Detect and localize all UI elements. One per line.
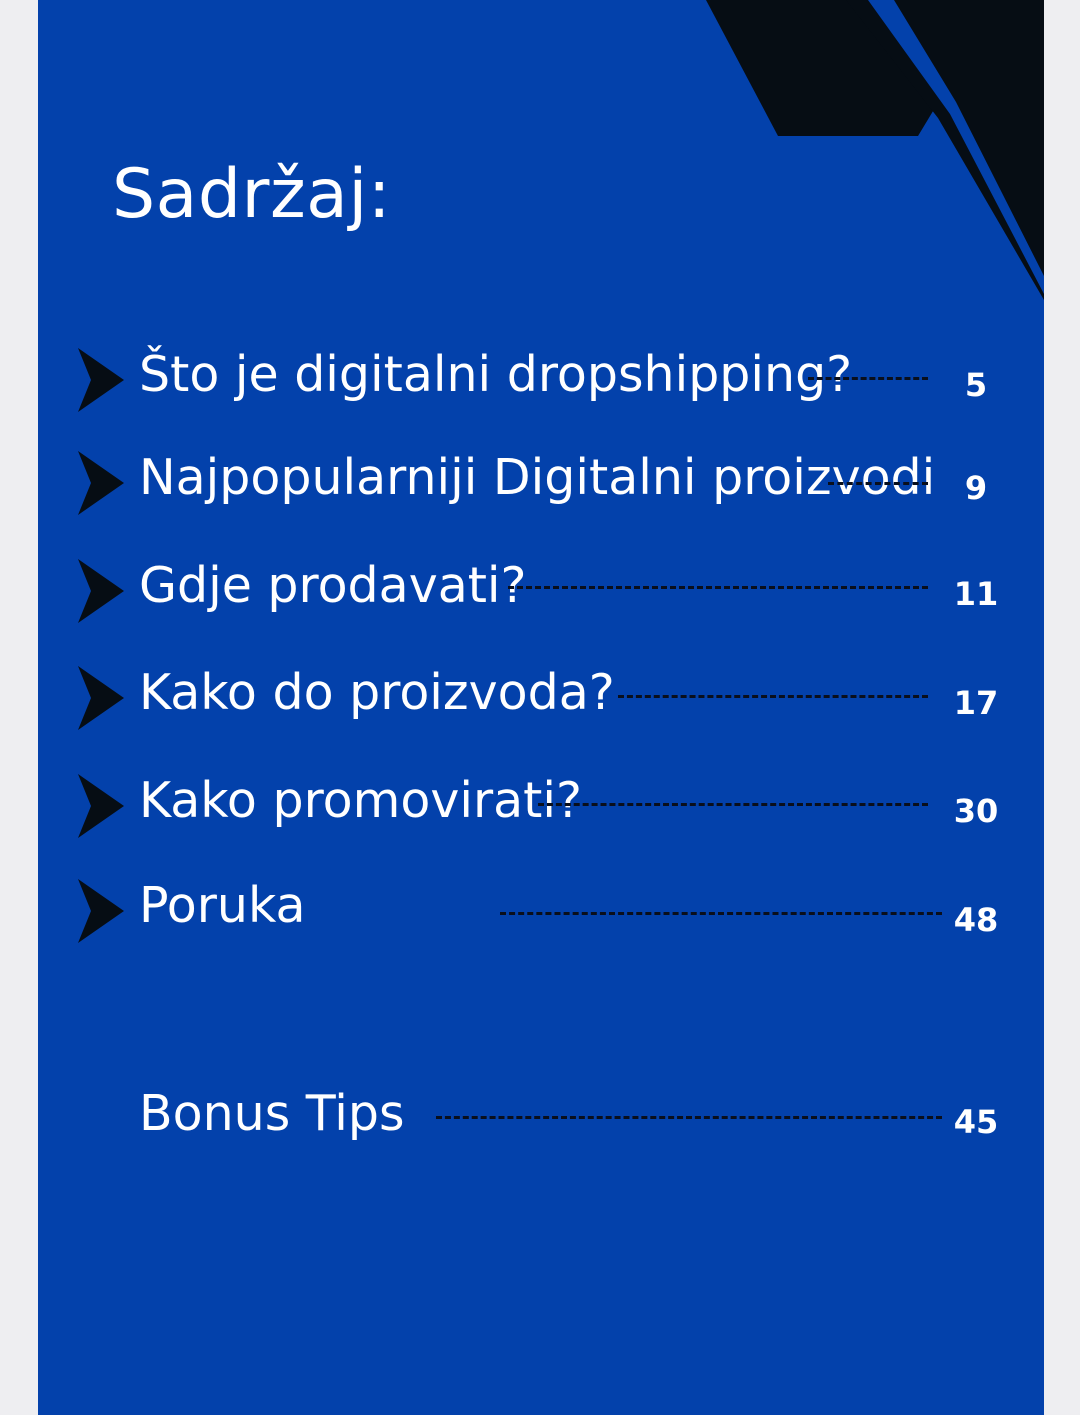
- toc-item-label: Najpopularniji Digitalni proizvodi: [139, 449, 936, 506]
- dotted-leader: [828, 482, 928, 485]
- arrow-right-icon: [78, 559, 124, 623]
- toc-item-page: 17: [953, 684, 999, 722]
- dotted-leader: [808, 377, 928, 380]
- toc-item-page: 9: [964, 469, 988, 507]
- toc-item-label: Gdje prodavati?: [139, 557, 527, 614]
- arrow-right-icon: [78, 348, 124, 412]
- toc-item-page: 45: [953, 1103, 999, 1141]
- toc-item-3[interactable]: [38, 556, 1044, 626]
- toc-item-page: 11: [953, 575, 999, 613]
- arrow-right-icon: [78, 774, 124, 838]
- toc-item-label: Bonus Tips: [139, 1085, 405, 1142]
- toc-item-label: Poruka: [139, 877, 306, 934]
- toc-item-page: 30: [953, 792, 999, 830]
- arrow-right-icon: [78, 666, 124, 730]
- toc-item-2[interactable]: [38, 448, 1044, 518]
- dotted-leader: [436, 1116, 942, 1119]
- toc-item-label: Kako promovirati?: [139, 772, 582, 829]
- dotted-leader: [508, 586, 928, 589]
- toc-item-4[interactable]: [38, 663, 1044, 733]
- toc-item-bonus[interactable]: [38, 1084, 1044, 1154]
- dotted-leader: [618, 695, 928, 698]
- toc-item-1[interactable]: [38, 345, 1044, 415]
- toc-item-6[interactable]: [38, 876, 1044, 946]
- toc-item-page: 5: [964, 366, 988, 404]
- toc-item-5[interactable]: [38, 771, 1044, 841]
- toc-page: [38, 0, 1044, 1415]
- dotted-leader: [500, 912, 942, 915]
- arrow-right-icon: [78, 879, 124, 943]
- toc-item-page: 48: [953, 901, 999, 939]
- dotted-leader: [538, 803, 928, 806]
- toc-item-label: Što je digitalni dropshipping?: [139, 346, 853, 403]
- page-title: Sadržaj:: [112, 155, 392, 234]
- arrow-right-icon: [78, 451, 124, 515]
- toc-item-label: Kako do proizvoda?: [139, 664, 615, 721]
